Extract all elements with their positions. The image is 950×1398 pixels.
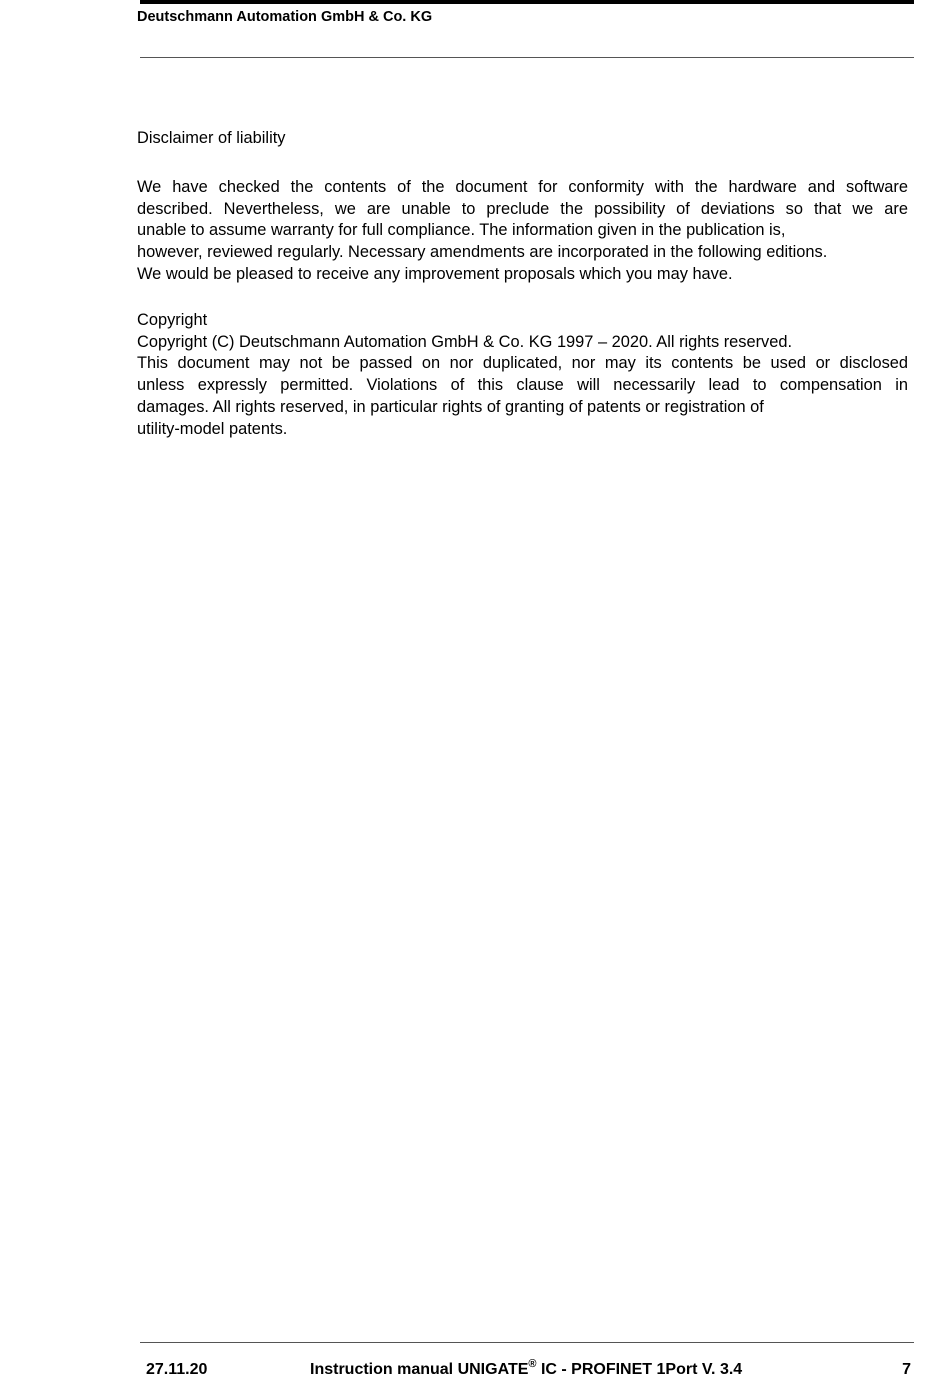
disclaimer-heading: Disclaimer of liability [137,129,286,147]
header-divider [140,57,914,58]
disclaimer-line: We have checked the contents of the document for conformity with the hardware and software [137,177,908,196]
footer-title-suffix: IC - PROFINET 1Port V. 3.4 [536,1361,743,1378]
copyright-line: utility-model patents. [137,419,288,438]
page-body [137,128,908,441]
disclaimer-paragraph [137,177,908,286]
footer-page-number: 7 [902,1361,911,1378]
footer-date: 27.11.20 [146,1361,208,1378]
copyright-line: Copyright (C) Deutschmann Automation GmbH & Co. KG 1997 – 2020. All rights reserved. [137,332,793,351]
disclaimer-line: We would be pleased to receive any improvement proposals which you may have. [137,264,733,283]
header-company-name: Deutschmann Automation GmbH & Co. KG [137,9,433,25]
footer-divider [140,1342,914,1343]
copyright-line: damages. All rights reserved, in particular rights of granting of patents or registration of [137,397,764,416]
disclaimer-line: described. Nevertheless, we are unable to preclude the possibility of deviations so that we are [137,199,908,218]
disclaimer-line: unable to assume warranty for full compliance. The information given in the publication is, [137,221,786,240]
copyright-paragraph [137,332,908,441]
disclaimer-line: however, reviewed regularly. Necessary amendments are incorporated in the following editions. [137,243,828,262]
registered-trademark-symbol: ® [528,1358,537,1370]
footer-document-title [310,1358,743,1379]
footer-title-prefix: Instruction manual UNIGATE [310,1361,529,1378]
top-rule [140,0,914,4]
copyright-heading: Copyright [137,310,208,329]
copyright-line: This document may not be passed on nor duplicated, nor may its contents be used or disclosed [137,354,908,373]
copyright-line: unless expressly permitted. Violations of this clause will necessarily lead to compensation in [137,376,908,395]
